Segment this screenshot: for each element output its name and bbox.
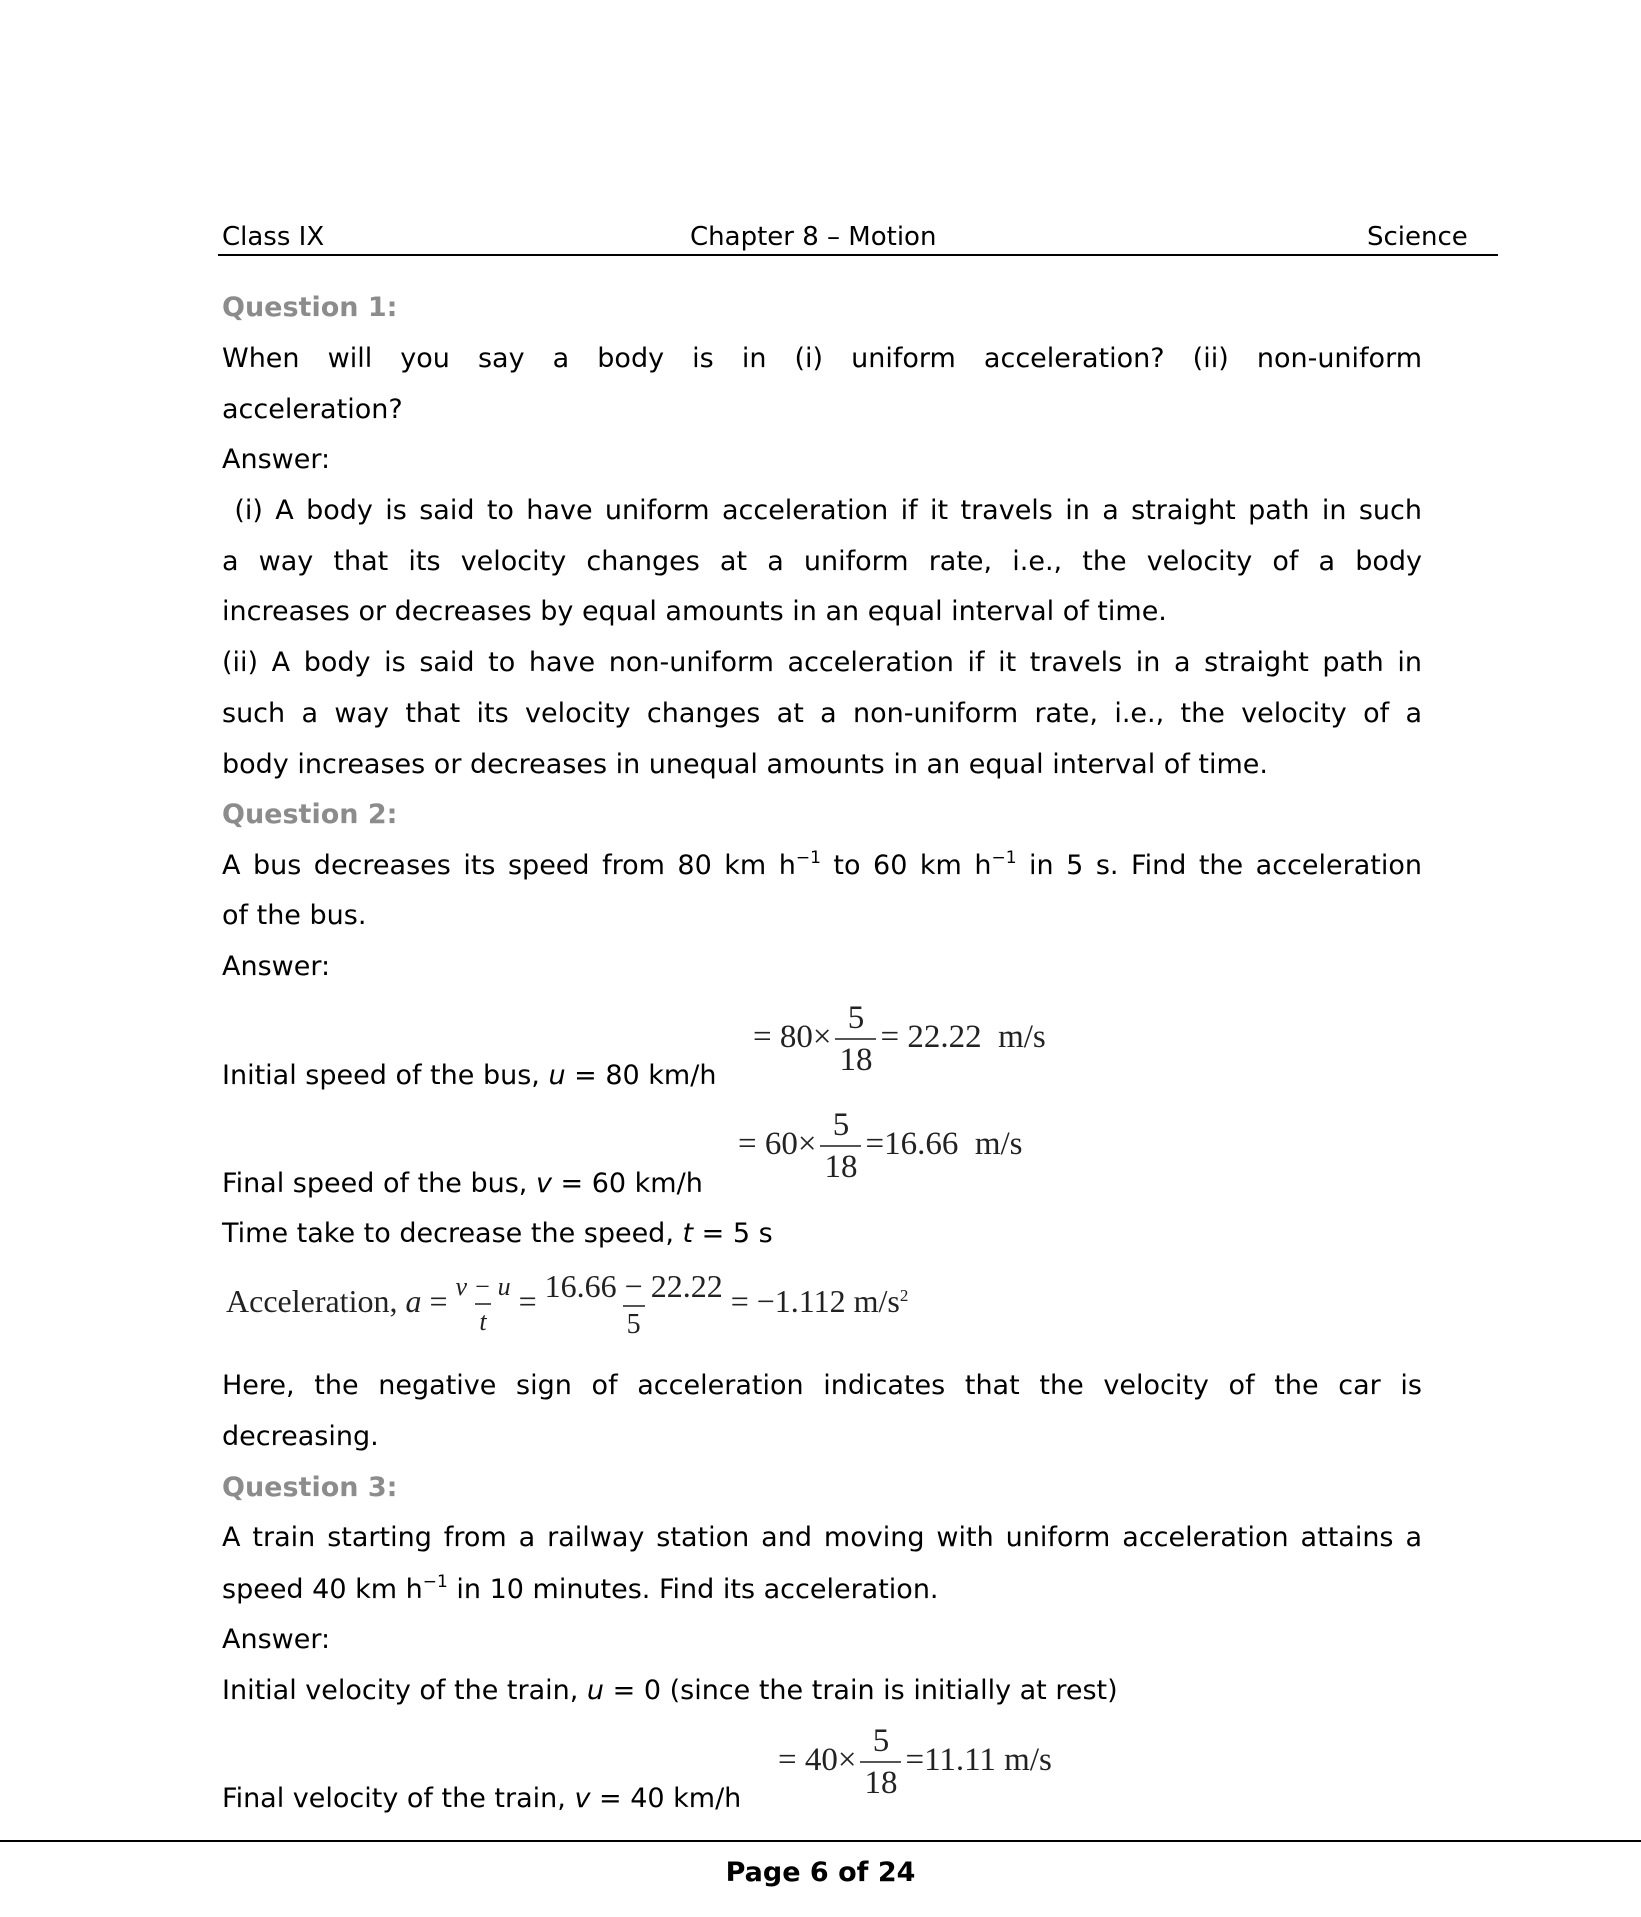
label-text: Initial velocity of the train, xyxy=(222,1675,587,1706)
eq-result: = −1.112 m/s xyxy=(730,1282,900,1319)
answer-1-line: (ii) A body is said to have non-uniform acceleration if it travels in a straight path in xyxy=(222,647,1422,678)
variable: u xyxy=(548,1060,566,1091)
value-text: = 80 km/h xyxy=(565,1060,717,1091)
question-2-text-line: of the bus. xyxy=(222,900,367,931)
q2-text-b: to 60 km h xyxy=(820,850,992,881)
q3-sup: −1 xyxy=(422,1572,448,1592)
answer-1-line: such a way that its velocity changes at a non-uniform rate, i.e., the velocity of a xyxy=(222,698,1422,729)
variable: u xyxy=(586,1675,605,1706)
question-3-text-line: A train starting from a railway station and moving with uniform acceleration attains a xyxy=(222,1522,1422,1553)
fraction-numerator: 5 xyxy=(832,1107,850,1143)
answer-2-label: Answer: xyxy=(222,951,331,982)
variable: t xyxy=(682,1218,694,1249)
answer-1-label: Answer: xyxy=(222,444,331,475)
fraction-numerator: 16.66 − 22.22 xyxy=(544,1268,723,1304)
header-chapter: Chapter 8 – Motion xyxy=(690,222,937,252)
label-text: Final speed of the bus, xyxy=(222,1168,536,1199)
value-text: = 0 (since the train is initially at rest) xyxy=(604,1675,1118,1706)
question-1-text-line: When will you say a body is in (i) uniform acceleration? (ii) non-uniform xyxy=(222,343,1422,374)
q2-text-c: in 5 s. Find the acceleration xyxy=(1016,850,1422,881)
eq-lhs: = 40× xyxy=(778,1742,857,1779)
value-text: = 5 s xyxy=(693,1218,773,1249)
equals: = xyxy=(421,1282,448,1319)
eq-lhs: = 60× xyxy=(738,1126,817,1163)
fraction-denominator: 18 xyxy=(820,1145,861,1184)
final-velocity-line xyxy=(222,1783,741,1814)
question-1-label: Question 1: xyxy=(222,292,398,323)
final-velocity-conversion xyxy=(778,1725,1052,1800)
variable: v xyxy=(535,1168,552,1199)
variable: a xyxy=(405,1282,422,1319)
value-text: = 60 km/h xyxy=(551,1168,703,1199)
fraction xyxy=(860,1725,901,1800)
answer-1-line: (i) A body is said to have uniform acceleration if it travels in a straight path in such xyxy=(222,495,1422,526)
acceleration-equation xyxy=(226,1270,908,1339)
q3-text-b: in 10 minutes. Find its acceleration. xyxy=(447,1574,939,1605)
question-3-label: Question 3: xyxy=(222,1472,398,1503)
fraction xyxy=(820,1109,861,1184)
fraction-denominator: 5 xyxy=(623,1305,645,1339)
label-text: Initial speed of the bus, xyxy=(222,1060,549,1091)
eq-rhs: = 22.22 m/s xyxy=(880,1019,1046,1056)
initial-speed-line xyxy=(222,1060,716,1091)
note-line: Here, the negative sign of acceleration indicates that the velocity of the car is xyxy=(222,1370,1422,1401)
time-line xyxy=(222,1218,773,1249)
header-divider xyxy=(218,254,1498,256)
fraction xyxy=(452,1274,515,1335)
value-text: = 40 km/h xyxy=(590,1783,742,1814)
final-speed-line xyxy=(222,1168,703,1199)
answer-1-line: body increases or decreases in unequal amounts in an equal interval of time. xyxy=(222,749,1268,780)
eq-lhs: = 80× xyxy=(753,1019,832,1056)
answer-1-line: increases or decreases by equal amounts in an equal interval of time. xyxy=(222,596,1167,627)
q2-sup: −1 xyxy=(991,848,1017,868)
final-speed-conversion xyxy=(738,1109,1023,1184)
fraction-numerator: 5 xyxy=(847,1000,865,1036)
initial-speed-conversion xyxy=(753,1002,1046,1077)
eq-rhs: =16.66 m/s xyxy=(865,1126,1023,1163)
result-superscript: 2 xyxy=(899,1285,909,1305)
label-text: Time take to decrease the speed, xyxy=(222,1218,683,1249)
initial-velocity-line xyxy=(222,1675,1118,1706)
answer-3-label: Answer: xyxy=(222,1624,331,1655)
page-number: Page 6 of 24 xyxy=(725,1857,916,1888)
label-text: Final velocity of the train, xyxy=(222,1783,575,1814)
question-1-text-line: acceleration? xyxy=(222,394,403,425)
fraction-numerator: 5 xyxy=(872,1723,890,1759)
footer-divider xyxy=(0,1840,1641,1842)
fraction-denominator: 18 xyxy=(835,1038,876,1077)
header-subject: Science xyxy=(1367,222,1468,252)
eq-label: Acceleration, xyxy=(226,1282,406,1319)
q2-sup: −1 xyxy=(795,848,821,868)
fraction-numerator: v − u xyxy=(455,1272,511,1301)
eq-rhs: =11.11 m/s xyxy=(905,1742,1052,1779)
answer-1-line: a way that its velocity changes at a uniform rate, i.e., the velocity of a body xyxy=(222,546,1422,577)
fraction xyxy=(835,1002,876,1077)
header-class: Class IX xyxy=(222,222,325,252)
variable: v xyxy=(574,1783,591,1814)
note-line: decreasing. xyxy=(222,1421,379,1452)
fraction-denominator: t xyxy=(475,1303,490,1335)
equals: = xyxy=(518,1282,537,1319)
fraction-denominator: 18 xyxy=(860,1761,901,1800)
fraction xyxy=(541,1270,727,1339)
question-2-text-line xyxy=(222,850,1422,881)
q3-text-a: speed 40 km h xyxy=(222,1574,423,1605)
question-2-label: Question 2: xyxy=(222,799,398,830)
q2-text-a: A bus decreases its speed from 80 km h xyxy=(222,850,796,881)
question-3-text-line xyxy=(222,1574,939,1605)
